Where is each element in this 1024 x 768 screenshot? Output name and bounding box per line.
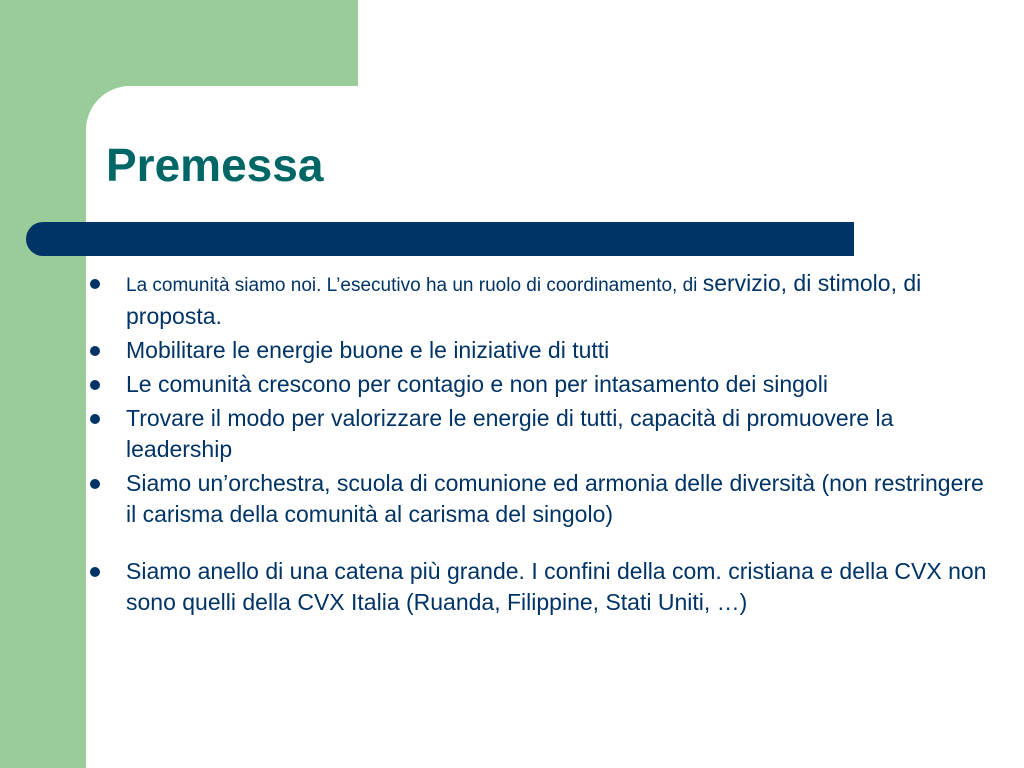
bullet-dot-icon — [90, 479, 100, 489]
bullet-text: servizio, di stimolo, di proposta. — [126, 270, 922, 329]
bullet-text: Siamo anello di una catena più grande. I confini della com. cristiana e della CVX non sono quelli della CVX Italia (Ruanda, Filippine, Stati Uniti, …) — [126, 558, 987, 615]
bullet-dot-icon — [90, 380, 100, 390]
bullet-text: Trovare il modo per valorizzare le energie di tutti, capacità di promuovere la leadership — [126, 405, 894, 462]
bullet-item — [86, 268, 998, 332]
bullet-item — [86, 335, 998, 366]
bullet-dot-icon — [90, 414, 100, 424]
bullet-dot-icon — [90, 279, 100, 289]
bullet-text: Mobilitare le energie buone e le iniziative di tutti — [126, 337, 610, 363]
bullet-dot-icon — [90, 567, 100, 577]
bullet-dot-icon — [90, 346, 100, 356]
bullet-item — [86, 468, 998, 530]
bullet-text: Le comunità crescono per contagio e non per intasamento dei singoli — [126, 371, 828, 397]
bullet-text-first-part: La comunità siamo noi. L’esecutivo ha un ruolo di coordinamento, di — [126, 275, 703, 296]
bullet-item — [86, 369, 998, 400]
bullet-item — [86, 556, 998, 618]
title-underline-bar — [26, 222, 854, 256]
bullet-list — [86, 268, 998, 621]
slide-title: Premessa — [106, 139, 324, 191]
bullet-item — [86, 403, 998, 465]
bullet-text: Siamo un’orchestra, scuola di comunione ed armonia delle diversità (non restringere il carisma della comunità al carisma del singolo) — [126, 470, 984, 527]
